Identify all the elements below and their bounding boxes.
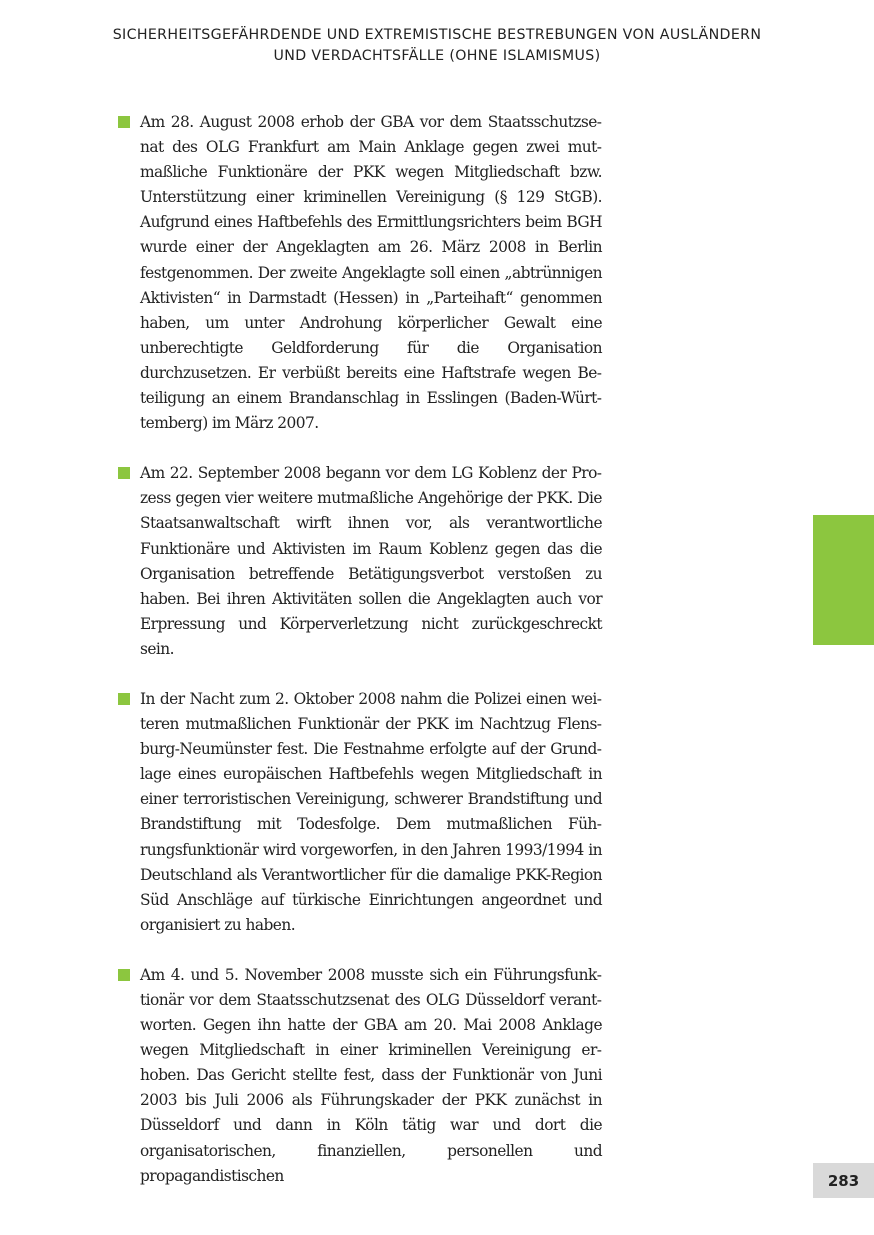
list-item-text: Am 4. und 5. November 2008 musste sich ein Führungsfunktionär vor dem Staatsschutzsenat des OLG Düsseldorf verantworten. Gegen ihn hatte der GBA am 20. Mai 2008 Anklage wegen Mitgliedschaft in einer kriminellen Vereinigung erhoben. Das Gericht stellte fest, dass der Funktionär von Juni 2003 bis Juli 2006 als Führungskader der PKK zunächst in Düsseldorf und dann in Köln tätig war und dort die organisatorischen, finanziellen, personellen und propagandistischen xyxy=(140,965,602,1185)
list-item xyxy=(118,687,602,938)
green-bullet-icon xyxy=(118,467,130,479)
bullet-list xyxy=(118,110,602,1214)
list-item-text: Am 28. August 2008 erhob der GBA vor dem Staatsschutzsenat des OLG Frankfurt am Main Anklage gegen zwei mutmaßliche Funktionäre der PKK wegen Mitgliedschaft bzw. Unterstützung einer kriminellen Vereinigung (§ 129 StGB). Aufgrund eines Haftbefehls des Ermittlungsrichters beim BGH wurde einer der Angeklagten am 26. März 2008 in Berlin festgenommen. Der zweite Angeklagte soll einen „abtrünnigen Aktivisten“ in Darmstadt (Hessen) in „Parteihaft“ genommen haben, um unter Androhung körperlicher Gewalt eine unberechtigte Geldforderung für die Organisation durchzusetzen. Er verbüßt bereits eine Haftstrafe wegen Beteiligung an einem Brandanschlag in Esslingen (Baden-Württemberg) im März 2007. xyxy=(140,113,602,433)
page-number: 283 xyxy=(813,1163,874,1198)
green-bullet-icon xyxy=(118,969,130,981)
list-item xyxy=(118,110,602,436)
green-bullet-icon xyxy=(118,116,130,128)
running-header xyxy=(80,25,794,67)
list-item-text: Am 22. September 2008 begann vor dem LG Koblenz der Prozess gegen vier weitere mutmaßliche Angehörige der PKK. Die Staatsanwaltschaft wirft ihnen vor, als verantwortliche Funktionäre und Aktivisten im Raum Koblenz gegen das die Organisation betreffende Betätigungsverbot verstoßen zu haben. Bei ihren Aktivitäten sollen die Angeklagten auch vor Erpressung und Körperverletzung nicht zurückgeschreckt sein. xyxy=(140,464,602,658)
running-header-line-2: UND VERDACHTSFÄLLE (OHNE ISLAMISMUS) xyxy=(273,48,601,64)
list-item xyxy=(118,461,602,662)
chapter-tab-marker xyxy=(813,515,874,645)
list-item xyxy=(118,963,602,1189)
list-item-text: In der Nacht zum 2. Oktober 2008 nahm die Polizei einen weiteren mutmaßlichen Funktionär der PKK im Nachtzug Flensburg-Neumünster fest. Die Festnahme erfolgte auf der Grundlage eines europäischen Haftbefehls wegen Mitgliedschaft in einer terroristischen Vereinigung, schwerer Brandstiftung und Brandstiftung mit Todesfolge. Dem mutmaßlichen Führungsfunktionär wird vorgeworfen, in den Jahren 1993/1994 in Deutschland als Verantwortlicher für die damalige PKK-Region Süd Anschläge auf türkische Einrichtungen angeordnet und organisiert zu haben. xyxy=(140,689,602,934)
running-header-line-1: SICHERHEITSGEFÄHRDENDE UND EXTREMISTISCHE BESTREBUNGEN VON AUSLÄNDERN xyxy=(112,27,762,43)
green-bullet-icon xyxy=(118,693,130,705)
